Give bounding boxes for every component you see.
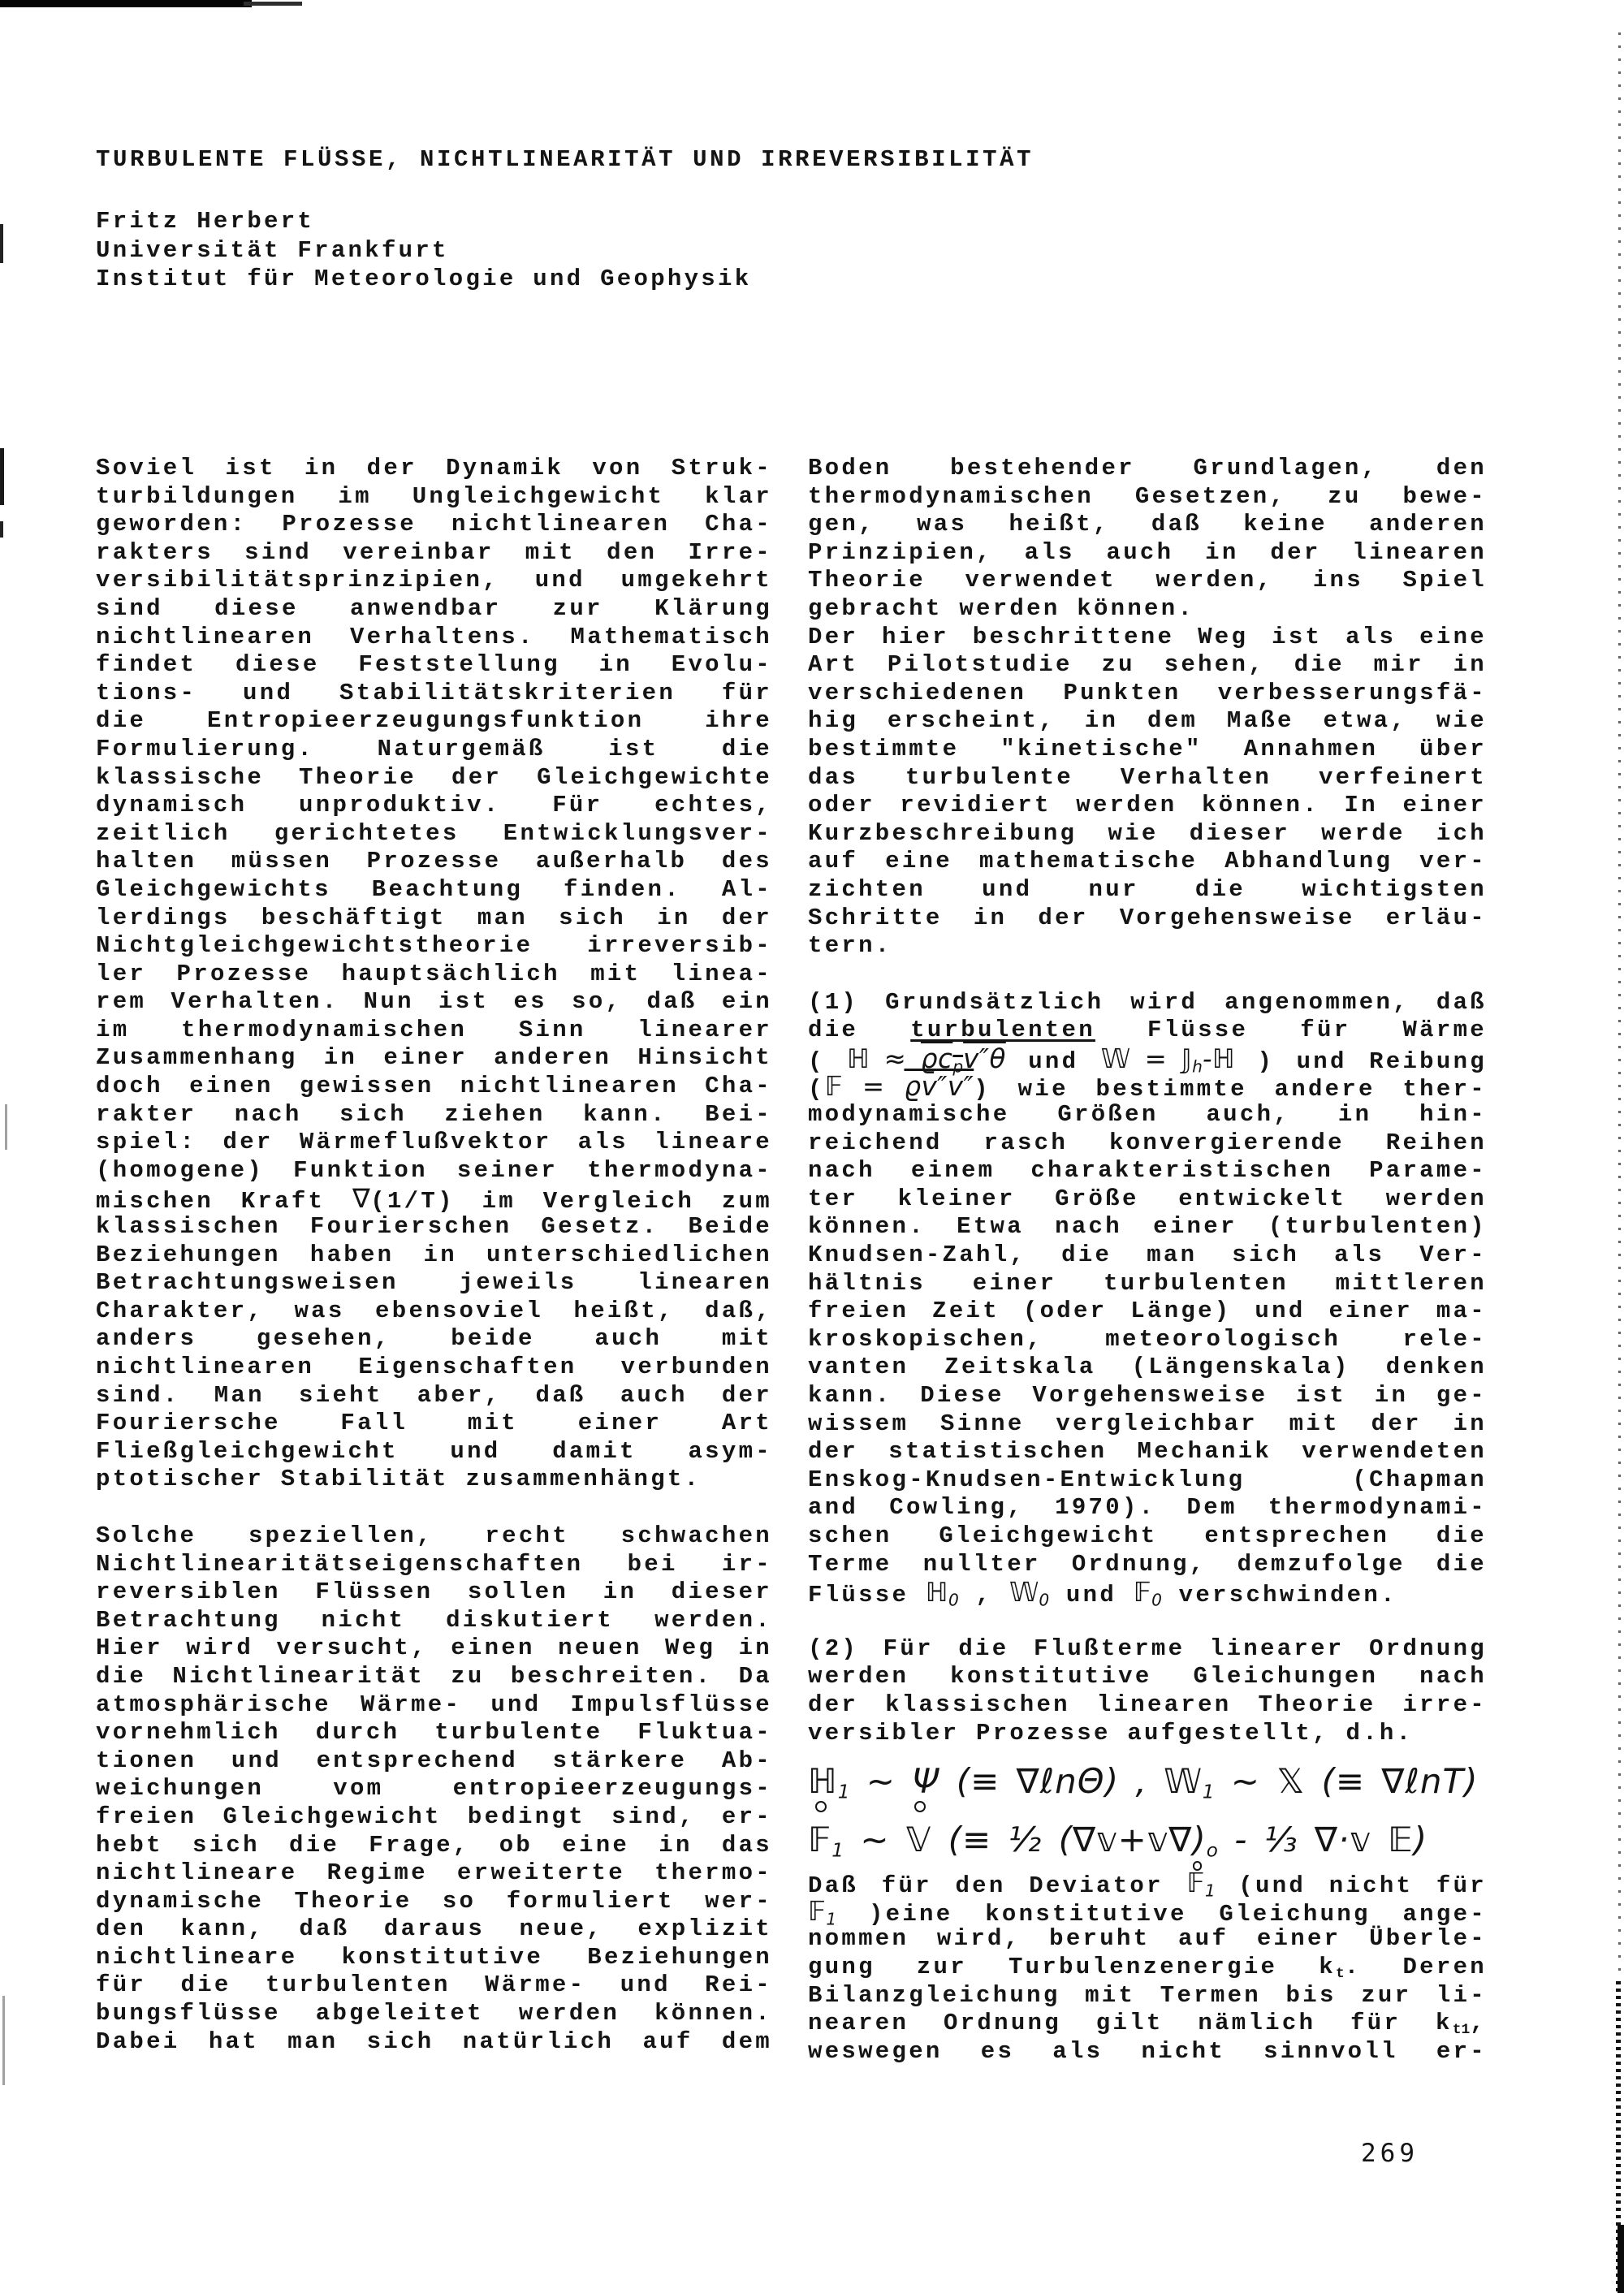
paper-title: TURBULENTE FLÜSSE, NICHTLINEARITÄT UND IRREVERSIBILITÄT — [96, 146, 1034, 173]
paragraph-point-2 — [808, 1635, 1487, 1747]
scan-artifact-left-edge — [0, 521, 3, 538]
text-line: atmosphärische Wärme- und Impulsflüsse — [96, 1691, 772, 1718]
text-line: tern. — [808, 932, 892, 960]
text-line: Enskog-Knudsen-Entwicklung (Chapman — [808, 1466, 1487, 1493]
text-line: bestimmte "kinetische" Annahmen über — [808, 735, 1487, 762]
paragraph-deviator — [808, 1869, 1487, 2066]
text-line: können. Etwa nach einer (turbulenten) — [808, 1213, 1487, 1241]
paragraph-new-approach — [96, 1522, 772, 2056]
text-line: nichtlineare konstitutive Beziehungen — [96, 1943, 772, 1971]
page-number: 269 — [1361, 2139, 1419, 2168]
text-line: Prinzipien, als auch in der linearen — [808, 538, 1487, 566]
text-line: wissem Sinne vergleichbar mit der in — [808, 1410, 1487, 1437]
left-column — [96, 455, 772, 2056]
text-line: Soviel ist in der Dynamik von Struk- — [96, 455, 772, 481]
text-line: Solche speziellen, recht schwachen — [96, 1522, 772, 1549]
text-line: anders gesehen, beide auch mit — [96, 1325, 772, 1353]
text-line: Boden bestehender Grundlagen, den — [808, 455, 1487, 481]
author-affiliation-institute: Institut für Meteorologie und Geophysik — [96, 266, 752, 292]
text-line: tionen und entsprechend stärkere Ab- — [96, 1747, 772, 1774]
text-line: klassische Theorie der Gleichgewichte — [96, 763, 772, 791]
author-block — [96, 207, 751, 294]
text-line: turbildungen im Ungleichgewicht klar — [96, 482, 772, 510]
text-line: dynamische Theorie so formuliert wer- — [96, 1887, 772, 1915]
text-line: Formulierung. Naturgemäß ist die — [96, 735, 772, 762]
text-line: reversiblen Flüssen sollen in dieser — [96, 1578, 772, 1606]
text-line: zeitlich gerichtetes Entwicklungsver- — [96, 819, 772, 847]
text-line: Knudsen-Zahl, die man sich als Ver- — [808, 1242, 1487, 1269]
text-line: Theorie verwendet werden, ins Spiel — [808, 567, 1487, 594]
text-line: versibilitätsprinzipien, und umgekehrt — [96, 567, 772, 594]
text-line: verschiedenen Punkten verbesserungsfä- — [808, 679, 1487, 706]
scan-artifact-left-edge — [0, 224, 3, 263]
text-line: Hier wird versucht, einen neuen Weg in — [96, 1634, 772, 1662]
author-affiliation-university: Universität Frankfurt — [96, 236, 449, 264]
text-line: hebt sich die Frage, ob eine in das — [96, 1831, 772, 1859]
text-line: sind. Man sieht aber, daß auch der — [96, 1381, 772, 1409]
text-line: schen Gleichgewicht entsprechen die — [808, 1522, 1487, 1549]
text-line: Bilanzgleichung mit Termen bis zur li- — [808, 1981, 1487, 2009]
text-line: Daß für den Deviator 𝔽$_1$ (und nicht für — [808, 1868, 1487, 1901]
paragraph-point-1 — [808, 988, 1487, 1610]
text-line: geworden: Prozesse nichtlinearen Cha- — [96, 511, 772, 538]
text-line: nichtlinearen Verhaltens. Mathematisch — [96, 623, 772, 650]
text-line: doch einen gewissen nichtlinearen Cha- — [96, 1073, 772, 1100]
text-line: modynamische Größen auch, in hin- — [808, 1101, 1487, 1129]
text-line: Charakter, was ebensoviel heißt, daß, — [96, 1297, 772, 1324]
text-line: nommen wird, beruht auf einer Überle- — [808, 1925, 1487, 1953]
text-line: klassischen Fourierschen Gesetz. Beide — [96, 1213, 772, 1241]
text-line: die Nichtlinearität zu beschreiten. Da — [96, 1662, 772, 1690]
text-line: oder revidiert werden können. In einer — [808, 792, 1487, 819]
text-line: ter kleiner Größe entwickelt werden — [808, 1185, 1487, 1212]
scan-artifact-left-edge — [5, 1104, 7, 1150]
text-line: hältnis einer turbulenten mittleren — [808, 1269, 1487, 1297]
scan-artifact-left-edge — [2, 1996, 5, 2085]
text-line: Fouriersche Fall mit einer Art — [96, 1410, 772, 1437]
text-line: werden konstitutive Gleichungen nach — [808, 1663, 1487, 1691]
text-line: zichten und nur die wichtigsten — [808, 875, 1487, 903]
text-line: Art Pilotstudie zu sehen, die mir in — [808, 651, 1487, 679]
text-line: der klassischen linearen Theorie irre- — [808, 1691, 1487, 1718]
scan-artifact-right-edge — [1618, 32, 1621, 1981]
text-line: 𝔽$_1$ ~ 𝕍 (≡ ½ $(\nabla 𝕧+𝕧\nabla)_o$ - ⅓ ∇·𝕧 𝔼) — [808, 1811, 1487, 1869]
text-line: kroskopischen, meteorologisch rele- — [808, 1325, 1487, 1353]
text-line: 𝔽$_1$ )eine konstitutive Gleichung ange- — [808, 1895, 1487, 1929]
text-line: gung zur Turbulenzenergie $k_t$. Deren — [808, 1953, 1487, 1982]
text-line: Nichtlinearitätseigenschaften bei ir- — [96, 1550, 772, 1578]
text-line: bungsflüsse abgeleitet werden können. — [96, 2000, 772, 2027]
text-line: ler Prozesse hauptsächlich mit linea- — [96, 960, 772, 987]
text-line: Fließgleichgewicht und damit asym- — [96, 1437, 772, 1465]
text-line: der statistischen Mechanik verwendeten — [808, 1438, 1487, 1466]
text-line: die turbulenten Flüsse für Wärme — [808, 1017, 1487, 1044]
text-line: tions- und Stabilitätskriterien für — [96, 679, 772, 706]
text-line: kann. Diese Vorgehensweise ist in ge- — [808, 1382, 1487, 1409]
text-line: mischen Kraft ∇(1/T) im Vergleich zum — [96, 1183, 772, 1216]
text-line: auf eine mathematische Abhandlung ver- — [808, 848, 1487, 875]
text-line: and Cowling, 1970). Dem thermodynami- — [808, 1494, 1487, 1522]
text-line: lerdings beschäftigt man sich in der — [96, 904, 772, 931]
text-line: Kurzbeschreibung wie dieser werde ich — [808, 819, 1487, 847]
text-line: die Entropieerzeugungsfunktion ihre — [96, 707, 772, 735]
text-line: Der hier beschrittene Weg ist als eine — [808, 623, 1487, 650]
text-line: reichend rasch konvergierende Reihen — [808, 1129, 1487, 1156]
text-line: rakters sind vereinbar mit den Irre- — [96, 538, 772, 566]
text-line: im thermodynamischen Sinn linearer — [96, 1016, 772, 1043]
text-line: rem Verhalten. Nun ist es so, daß ein — [96, 988, 772, 1016]
text-line: nach einem charakteristischen Parame- — [808, 1157, 1487, 1185]
text-line: Terme nullter Ordnung, demzufolge die — [808, 1550, 1487, 1578]
text-line: (2) Für die Flußterme linearer Ordnung — [808, 1634, 1487, 1662]
scan-artifact-right-edge — [1616, 1981, 1621, 2293]
text-line: findet diese Feststellung in Evolu- — [96, 651, 772, 679]
text-line: vornehmlich durch turbulente Fluktua- — [96, 1719, 772, 1747]
text-line: für die turbulenten Wärme- und Rei- — [96, 1971, 772, 1999]
text-line: (homogene) Funktion seiner thermodyna- — [96, 1156, 772, 1184]
paragraph-pilot-study — [808, 455, 1487, 961]
paragraph-intro — [96, 455, 772, 1494]
text-line: nearen Ordnung gilt nämlich für $k_{t1}$, — [808, 2010, 1487, 2039]
text-line: gen, was heißt, daß keine anderen — [808, 511, 1487, 538]
scan-artifact-right-edge — [1618, 2225, 1624, 2293]
text-line: nichtlineare Regime erweiterte thermo- — [96, 1859, 772, 1887]
text-line: freien Gleichgewicht bedingt sind, er- — [96, 1803, 772, 1830]
text-line: hig erscheint, in dem Maße etwa, wie — [808, 707, 1487, 735]
text-line: thermodynamischen Gesetzen, zu bewe- — [808, 482, 1487, 510]
text-line: nichtlinearen Eigenschaften verbunden — [96, 1354, 772, 1380]
text-line: (𝔽 = ϱv″v″) wie bestimmte andere ther- — [808, 1071, 1487, 1103]
text-line: weichungen vom entropieerzeugungs- — [96, 1775, 772, 1803]
text-line: spiel: der Wärmeflußvektor als lineare — [96, 1129, 772, 1156]
text-line: Flüsse ℍ$_0$ , 𝕎$_0$ und 𝔽$_0$ verschwinden. — [808, 1577, 1397, 1610]
scan-artifact-top-edge — [0, 0, 252, 7]
text-line: das turbulente Verhalten verfeinert — [808, 763, 1487, 791]
text-line: Zusammenhang in einer anderen Hinsicht — [96, 1044, 772, 1072]
text-line: vanten Zeitskala (Längenskala) denken — [808, 1354, 1487, 1381]
text-line: Schritte in der Vorgehensweise erläu- — [808, 904, 1487, 931]
text-line: gebracht werden können. — [808, 594, 1195, 622]
text-line: Dabei hat man sich natürlich auf dem — [96, 2027, 772, 2055]
text-line: Nichtgleichgewichtstheorie irreversib- — [96, 932, 772, 960]
text-line: ptotischer Stabilität zusammenhängt. — [96, 1466, 702, 1493]
text-line: rakter nach sich ziehen kann. Bei- — [96, 1100, 772, 1128]
scan-artifact-top-edge-tail — [244, 2, 302, 6]
text-line: dynamisch unproduktiv. Für echtes, — [96, 792, 772, 819]
text-line: Betrachtung nicht diskutiert werden. — [96, 1606, 772, 1634]
text-line: (1) Grundsätzlich wird angenommen, daß — [808, 988, 1487, 1016]
text-line: halten müssen Prozesse außerhalb des — [96, 848, 772, 875]
text-line: ℍ$_1$ ~ Ψ (≡ ∇ℓnΘ) , 𝕎$_1$ ~ 𝕏 (≡ ∇ℓnT) — [808, 1761, 1479, 1803]
text-line: den kann, daß daraus neue, explizit — [96, 1915, 772, 1943]
text-line: Betrachtungsweisen jeweils linearen — [96, 1269, 772, 1297]
scan-artifact-left-edge — [0, 448, 4, 505]
formula-block — [808, 1752, 1487, 1869]
text-line: Gleichgewichts Beachtung finden. Al- — [96, 875, 772, 903]
text-line: versibler Prozesse aufgestellt, d.h. — [808, 1719, 1414, 1747]
text-line: weswegen es als nicht sinnvoll er- — [808, 2037, 1487, 2065]
text-line: freien Zeit (oder Länge) und einer ma- — [808, 1298, 1487, 1325]
right-column — [808, 455, 1487, 2066]
text-line: Beziehungen haben in unterschiedlichen — [96, 1241, 772, 1268]
text-line: sind diese anwendbar zur Klärung — [96, 594, 772, 622]
author-name: Fritz Herbert — [96, 208, 315, 235]
text-line: ( ℍ ≈ $ϱc_pv''\theta$ und 𝕎 = 𝕁$_h$-ℍ ) und Reibung — [808, 1043, 1487, 1077]
